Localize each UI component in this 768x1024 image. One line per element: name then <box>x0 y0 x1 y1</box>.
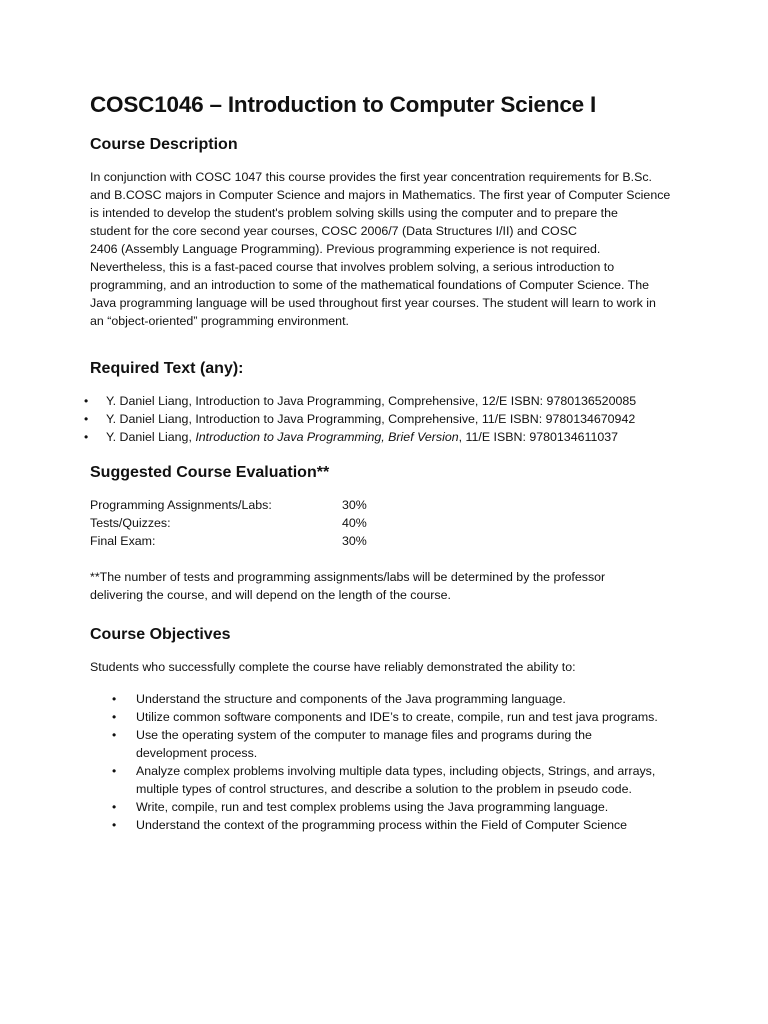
note-line: delivering the course, and will depend on the length of the course. <box>90 588 451 602</box>
list-item <box>90 690 730 708</box>
desc-line: 2406 (Assembly Language Programming). Previous programming experience is not required. <box>90 242 601 256</box>
note-line: **The number of tests and programming assignments/labs will be determined by the professor <box>90 570 606 584</box>
course-description-heading: Course Description <box>90 136 238 153</box>
desc-line: Nevertheless, this is a fast-paced course that involves problem solving, a serious introduction to <box>90 260 615 274</box>
evaluation-value: 30% <box>342 534 367 548</box>
evaluation-table <box>90 496 730 550</box>
text-citation-edition: , 11/E ISBN: 9780134611037 <box>458 430 619 444</box>
evaluation-label: Programming Assignments/Labs: <box>90 498 272 512</box>
evaluation-value: 40% <box>342 516 367 530</box>
objective-line: Use the operating system of the computer to manage files and programs during the <box>136 728 592 742</box>
objective-line: Understand the context of the programming process within the Field of Computer Science <box>136 818 628 832</box>
list-item <box>90 762 730 798</box>
page-title: COSC1046 – Introduction to Computer Science I <box>90 92 597 117</box>
list-item <box>84 392 724 410</box>
desc-line: and B.COSC majors in Computer Science and majors in Mathematics. The first year of Computer Science <box>90 188 671 202</box>
evaluation-heading: Suggested Course Evaluation** <box>90 464 330 481</box>
text-citation: Y. Daniel Liang, <box>106 430 196 444</box>
table-row <box>90 532 730 550</box>
required-text-heading: Required Text (any): <box>90 360 244 377</box>
list-item <box>90 726 730 762</box>
text-citation: Y. Daniel Liang, Introduction to Java Programming, Comprehensive, 12/E ISBN: 9780136520085 <box>106 394 637 408</box>
evaluation-note <box>90 568 730 604</box>
evaluation-label: Final Exam: <box>90 534 156 548</box>
objective-line: Utilize common software components and IDE’s to create, compile, run and test java programs. <box>136 710 658 724</box>
desc-line: In conjunction with COSC 1047 this course provides the first year concentration requirements for B.Sc. <box>90 170 652 184</box>
objective-line: Understand the structure and components of the Java programming language. <box>136 692 566 706</box>
objective-line: Write, compile, run and test complex problems using the Java programming language. <box>136 800 609 814</box>
evaluation-value: 30% <box>342 498 367 512</box>
table-row <box>90 514 730 532</box>
required-text-list <box>84 392 724 446</box>
objectives-list <box>90 690 730 834</box>
course-description-text <box>90 168 730 330</box>
list-item <box>84 428 724 446</box>
desc-line: student for the core second year courses, COSC 2006/7 (Data Structures I/II) and COSC <box>90 224 577 238</box>
objective-line: Analyze complex problems involving multiple data types, including objects, Strings, and arrays, <box>136 764 656 778</box>
list-item <box>90 708 730 726</box>
text-citation-title: Introduction to Java Programming, Brief Version <box>195 430 459 444</box>
evaluation-label: Tests/Quizzes: <box>90 516 171 530</box>
objective-line: development process. <box>136 746 258 760</box>
text-citation: Y. Daniel Liang, Introduction to Java Programming, Comprehensive, 11/E ISBN: 9780134670942 <box>106 412 636 426</box>
objective-line: multiple types of control structures, and describe a solution to the problem in pseudo code. <box>136 782 632 796</box>
objectives-heading: Course Objectives <box>90 626 231 643</box>
desc-line: programming, and an introduction to some of the mathematical foundations of Computer Science. The <box>90 278 650 292</box>
list-item <box>90 816 730 834</box>
objectives-intro: Students who successfully complete the course have reliably demonstrated the ability to: <box>90 660 576 674</box>
desc-line: Java programming language will be used throughout first year courses. The student will learn to work in <box>90 296 656 310</box>
desc-line: is intended to develop the student's problem solving skills using the computer and to prepare the <box>90 206 618 220</box>
table-row <box>90 496 730 514</box>
document-content <box>90 92 730 834</box>
desc-line: an “object-oriented” programming environment. <box>90 314 349 328</box>
list-item <box>84 410 724 428</box>
list-item <box>90 798 730 816</box>
